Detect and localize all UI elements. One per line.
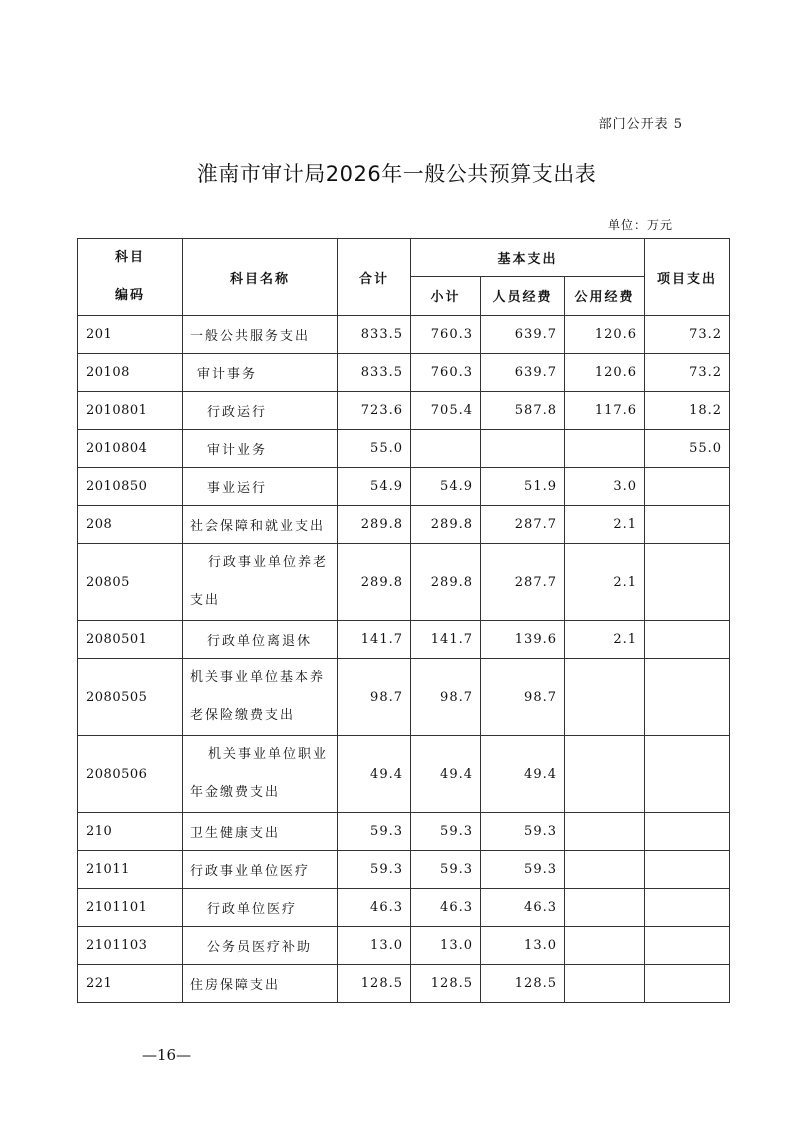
cell-name: 事业运行 [183,468,338,506]
cell-name-line-2: 年金缴费支出 [190,785,281,800]
cell-project: 73.2 [645,354,730,392]
cell-project [645,736,730,813]
cell-total: 128.5 [338,965,411,1003]
cell-total: 46.3 [338,889,411,927]
cell-personnel: 587.8 [481,392,565,430]
cell-total: 289.8 [338,544,411,621]
cell-total: 13.0 [338,927,411,965]
cell-public: 120.6 [565,316,645,354]
table-row [78,316,730,354]
cell-personnel: 639.7 [481,354,565,392]
page-number: —16— [142,1046,192,1064]
cell-subtotal: 49.4 [411,736,481,813]
table-row [78,468,730,506]
cell-code: 221 [78,965,183,1003]
cell-total: 55.0 [338,430,411,468]
cell-project [645,813,730,851]
cell-code: 210 [78,813,183,851]
header-public: 公用经费 [565,276,645,315]
cell-name: 行政运行 [183,392,338,430]
cell-public [565,851,645,889]
cell-personnel: 287.7 [481,544,565,621]
table-number-label: 部门公开表 5 [598,117,683,132]
header-personnel: 人员经费 [481,276,565,315]
cell-project [645,889,730,927]
cell-public: 117.6 [565,392,645,430]
cell-code: 2101103 [78,927,183,965]
header-subtotal: 小计 [411,276,481,315]
cell-code: 2010804 [78,430,183,468]
budget-table [77,238,730,1003]
cell-code: 2010850 [78,468,183,506]
cell-name-line-1: 机关事业单位职业 [208,747,329,762]
cell-personnel: 287.7 [481,506,565,544]
cell-name: 行政单位离退休 [183,621,338,659]
table-body [78,316,730,1003]
cell-project: 73.2 [645,316,730,354]
cell-subtotal: 141.7 [411,621,481,659]
cell-subtotal: 128.5 [411,965,481,1003]
header-basic: 基本支出 [411,239,645,277]
cell-subtotal: 289.8 [411,544,481,621]
cell-code: 2080506 [78,736,183,813]
cell-personnel: 98.7 [481,659,565,736]
cell-project [645,965,730,1003]
cell-personnel: 49.4 [481,736,565,813]
cell-name-line-2: 老保险缴费支出 [190,708,296,723]
cell-personnel: 13.0 [481,927,565,965]
cell-code: 208 [78,506,183,544]
header-project: 项目支出 [645,239,730,316]
cell-name: 住房保障支出 [183,965,338,1003]
cell-code: 20108 [78,354,183,392]
cell-project [645,927,730,965]
cell-public [565,430,645,468]
cell-name: 卫生健康支出 [183,813,338,851]
cell-project: 18.2 [645,392,730,430]
cell-code: 2010801 [78,392,183,430]
header-code-bottom: 编码 [114,288,145,303]
table-row [78,736,730,813]
cell-public: 2.1 [565,506,645,544]
cell-subtotal: 98.7 [411,659,481,736]
cell-personnel: 59.3 [481,851,565,889]
cell-total: 833.5 [338,316,411,354]
table-row [78,392,730,430]
cell-name-line-2: 支出 [190,593,221,608]
cell-subtotal: 59.3 [411,851,481,889]
cell-project [645,468,730,506]
cell-code: 2101101 [78,889,183,927]
cell-name: 一般公共服务支出 [183,316,338,354]
cell-code: 20805 [78,544,183,621]
cell-personnel: 128.5 [481,965,565,1003]
cell-public [565,736,645,813]
cell-project [645,544,730,621]
cell-code: 21011 [78,851,183,889]
page-title: 淮南市审计局2026年一般公共预算支出表 [196,162,597,186]
cell-name: 公务员医疗补助 [183,927,338,965]
cell-total: 833.5 [338,354,411,392]
cell-subtotal: 289.8 [411,506,481,544]
cell-total: 141.7 [338,621,411,659]
cell-total: 289.8 [338,506,411,544]
cell-total: 49.4 [338,736,411,813]
header-code-top: 科目 [114,250,145,265]
table-row [78,659,730,736]
cell-code: 2080505 [78,659,183,736]
cell-public [565,889,645,927]
cell-subtotal: 54.9 [411,468,481,506]
cell-subtotal: 760.3 [411,354,481,392]
cell-name: 审计业务 [183,430,338,468]
cell-code: 2080501 [78,621,183,659]
header-code [78,239,183,316]
cell-public [565,927,645,965]
cell-total: 59.3 [338,813,411,851]
table-row [78,927,730,965]
cell-public: 120.6 [565,354,645,392]
cell-public [565,813,645,851]
cell-name: 社会保障和就业支出 [183,506,338,544]
cell-total: 54.9 [338,468,411,506]
cell-public [565,965,645,1003]
cell-name [183,544,338,621]
cell-project [645,621,730,659]
cell-project [645,506,730,544]
table-row [78,430,730,468]
cell-subtotal: 760.3 [411,316,481,354]
cell-total: 59.3 [338,851,411,889]
cell-public: 3.0 [565,468,645,506]
table-row [78,621,730,659]
cell-personnel [481,430,565,468]
table-row [78,544,730,621]
cell-personnel: 59.3 [481,813,565,851]
cell-public [565,659,645,736]
cell-subtotal: 46.3 [411,889,481,927]
cell-name-line-1: 机关事业单位基本养 [190,670,326,685]
header-total: 合计 [338,239,411,316]
cell-personnel: 139.6 [481,621,565,659]
table-row [78,354,730,392]
cell-public: 2.1 [565,621,645,659]
cell-project [645,851,730,889]
cell-project [645,659,730,736]
table-row [78,851,730,889]
cell-total: 98.7 [338,659,411,736]
cell-name [183,736,338,813]
cell-name [183,659,338,736]
cell-name: 审计事务 [183,354,338,392]
cell-name-line-1: 行政事业单位养老 [208,555,329,570]
cell-public: 2.1 [565,544,645,621]
cell-subtotal: 59.3 [411,813,481,851]
cell-total: 723.6 [338,392,411,430]
unit-label: 单位：万元 [607,218,673,232]
cell-name: 行政单位医疗 [183,889,338,927]
cell-personnel: 46.3 [481,889,565,927]
table-row [78,889,730,927]
cell-subtotal: 13.0 [411,927,481,965]
cell-name: 行政事业单位医疗 [183,851,338,889]
table-row [78,965,730,1003]
cell-subtotal: 705.4 [411,392,481,430]
cell-project: 55.0 [645,430,730,468]
table-row [78,506,730,544]
cell-subtotal [411,430,481,468]
cell-personnel: 51.9 [481,468,565,506]
header-name: 科目名称 [183,239,338,316]
cell-personnel: 639.7 [481,316,565,354]
cell-code: 201 [78,316,183,354]
table-row [78,813,730,851]
